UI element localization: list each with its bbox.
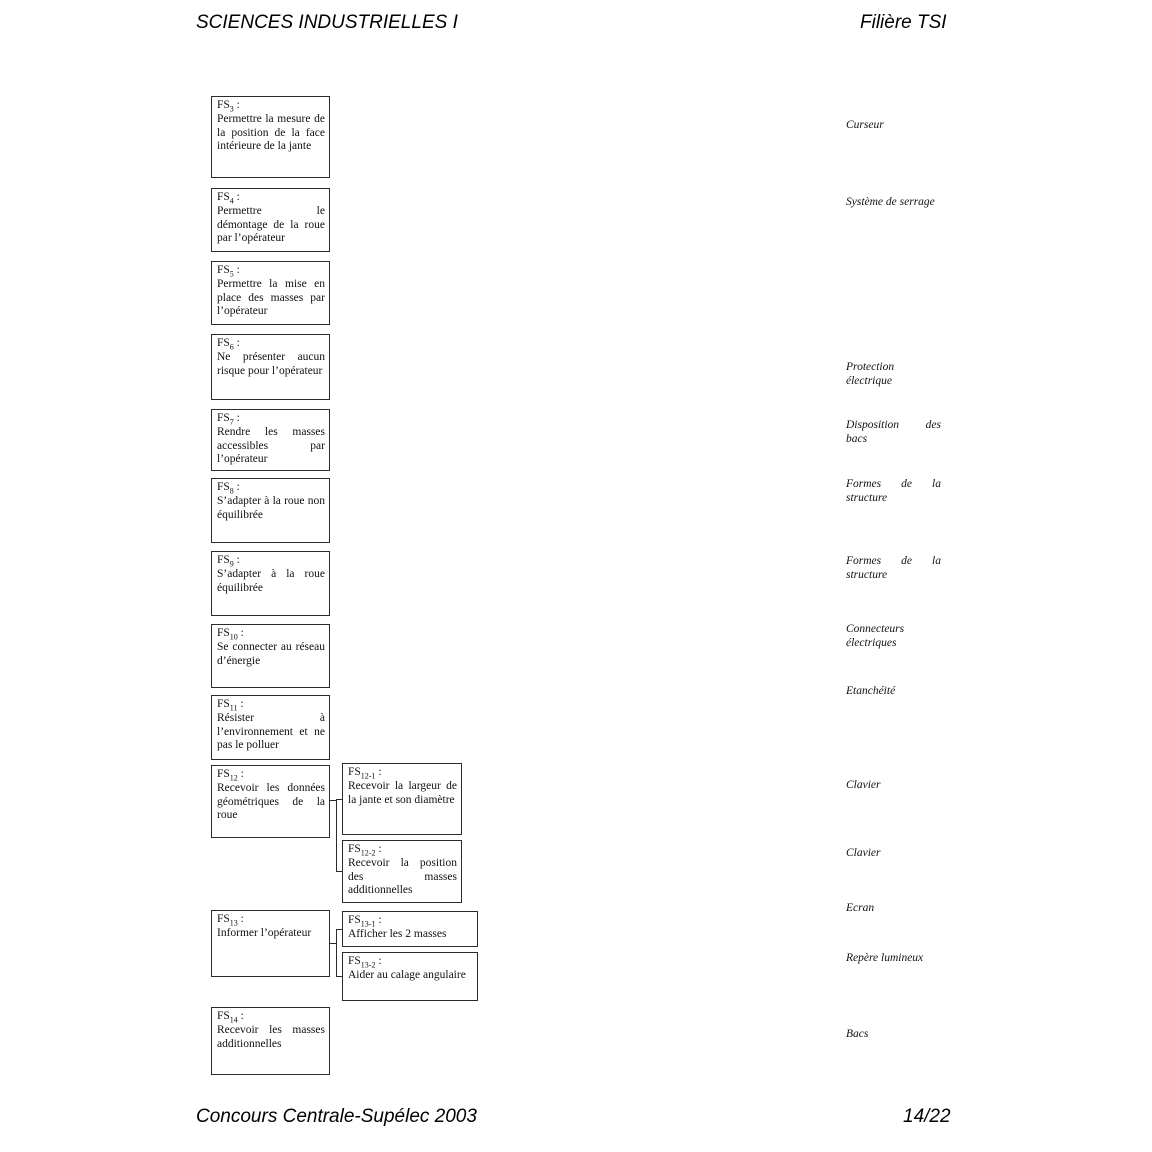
connector-line bbox=[336, 929, 337, 977]
function-box-fs12-2 bbox=[342, 840, 462, 903]
page-footer-right: 14/22 bbox=[903, 1106, 951, 1127]
function-box-fs6 bbox=[211, 334, 330, 400]
function-box-fs13-2 bbox=[342, 952, 478, 1001]
solution-label-etancheite: Etanchéité bbox=[846, 685, 896, 697]
solution-label-systeme-serrage: Système de serrage bbox=[846, 196, 935, 208]
solution-label-connecteurs: Connecteurs électriques bbox=[846, 623, 905, 649]
function-id: $FS_5$ : bbox=[217, 264, 240, 279]
function-id: $FS_7$ : bbox=[217, 412, 240, 427]
function-box-fs4 bbox=[211, 188, 330, 252]
connector-line bbox=[336, 976, 342, 977]
function-box-fs9 bbox=[211, 551, 330, 616]
function-text: Informer l’opérateur bbox=[217, 927, 312, 940]
solution-label-bacs: Bacs bbox=[846, 1028, 869, 1040]
function-id: $FS_{12}$ : bbox=[217, 768, 244, 783]
function-text: Résister à l’environnement et ne pas le polluer bbox=[217, 712, 325, 752]
page-header-left: SCIENCES INDUSTRIELLES I bbox=[196, 12, 458, 33]
solution-label-formes-structure-1: Formes de la structure bbox=[846, 478, 941, 504]
function-box-fs5 bbox=[211, 261, 330, 325]
connector-line bbox=[336, 929, 342, 930]
function-id: $FS_{13}$ : bbox=[217, 913, 244, 928]
solution-label-disposition-bacs: Disposition des bacs bbox=[846, 419, 941, 445]
function-box-fs11 bbox=[211, 695, 330, 760]
function-id: $FS_{10}$ : bbox=[217, 627, 244, 642]
function-box-fs14 bbox=[211, 1007, 330, 1075]
solution-label-clavier-2: Clavier bbox=[846, 847, 881, 859]
function-id: $FS_9$ : bbox=[217, 554, 240, 569]
function-id: $FS_6$ : bbox=[217, 337, 240, 352]
solution-label-ecran: Ecran bbox=[846, 902, 875, 914]
function-id: $FS_{12-1}$ : bbox=[348, 766, 382, 781]
function-box-fs3 bbox=[211, 96, 330, 178]
function-text: Ne présenter aucun risque pour l’opérateur bbox=[217, 351, 325, 377]
page-header-right: Filière TSI bbox=[860, 12, 947, 33]
function-text: Permettre la mesure de la position de la face intérieure de la jante bbox=[217, 113, 325, 153]
function-text: Recevoir les données géométriques de la roue bbox=[217, 782, 325, 822]
function-text: Aider au calage angulaire bbox=[348, 969, 466, 982]
function-id: $FS_{13-2}$ : bbox=[348, 955, 382, 970]
function-text: Recevoir les masses additionnelles bbox=[217, 1024, 325, 1050]
function-box-fs12 bbox=[211, 765, 330, 838]
solution-label-curseur: Curseur bbox=[846, 119, 884, 131]
solution-label-formes-structure-2: Formes de la structure bbox=[846, 555, 941, 581]
function-text: S’adapter à la roue équilibrée bbox=[217, 568, 325, 594]
connector-line bbox=[336, 871, 342, 872]
function-id: $FS_{12-2}$ : bbox=[348, 843, 382, 858]
function-id: $FS_{13-1}$ : bbox=[348, 914, 382, 929]
function-text: Afficher les 2 masses bbox=[348, 928, 447, 941]
function-id: $FS_3$ : bbox=[217, 99, 240, 114]
function-text: Se connecter au réseau d’énergie bbox=[217, 641, 325, 667]
solution-label-protection: Protection électrique bbox=[846, 361, 895, 387]
function-box-fs7 bbox=[211, 409, 330, 471]
page-footer-left: Concours Centrale-Supélec 2003 bbox=[196, 1106, 477, 1127]
connector-line bbox=[336, 799, 342, 800]
function-text: Recevoir la largeur de la jante et son diamètre bbox=[348, 780, 457, 806]
function-text: Rendre les masses accessibles par l’opérateur bbox=[217, 426, 325, 466]
function-box-fs10 bbox=[211, 624, 330, 688]
function-id: $FS_{14}$ : bbox=[217, 1010, 244, 1025]
function-text: Recevoir la position des masses additionnelles bbox=[348, 857, 457, 897]
function-id: $FS_4$ : bbox=[217, 191, 240, 206]
function-box-fs12-1 bbox=[342, 763, 462, 835]
function-box-fs13-1 bbox=[342, 911, 478, 947]
function-id: $FS_{11}$ : bbox=[217, 698, 244, 713]
function-box-fs8 bbox=[211, 478, 330, 543]
function-id: $FS_8$ : bbox=[217, 481, 240, 496]
connector-line bbox=[336, 799, 337, 872]
function-text: S’adapter à la roue non équilibrée bbox=[217, 495, 325, 521]
solution-label-repere-lumineux: Repère lumineux bbox=[846, 952, 924, 964]
function-text: Permettre le démontage de la roue par l’opérateur bbox=[217, 205, 325, 245]
function-text: Permettre la mise en place des masses par l’opérateur bbox=[217, 278, 325, 318]
solution-label-clavier-1: Clavier bbox=[846, 779, 881, 791]
function-box-fs13 bbox=[211, 910, 330, 977]
